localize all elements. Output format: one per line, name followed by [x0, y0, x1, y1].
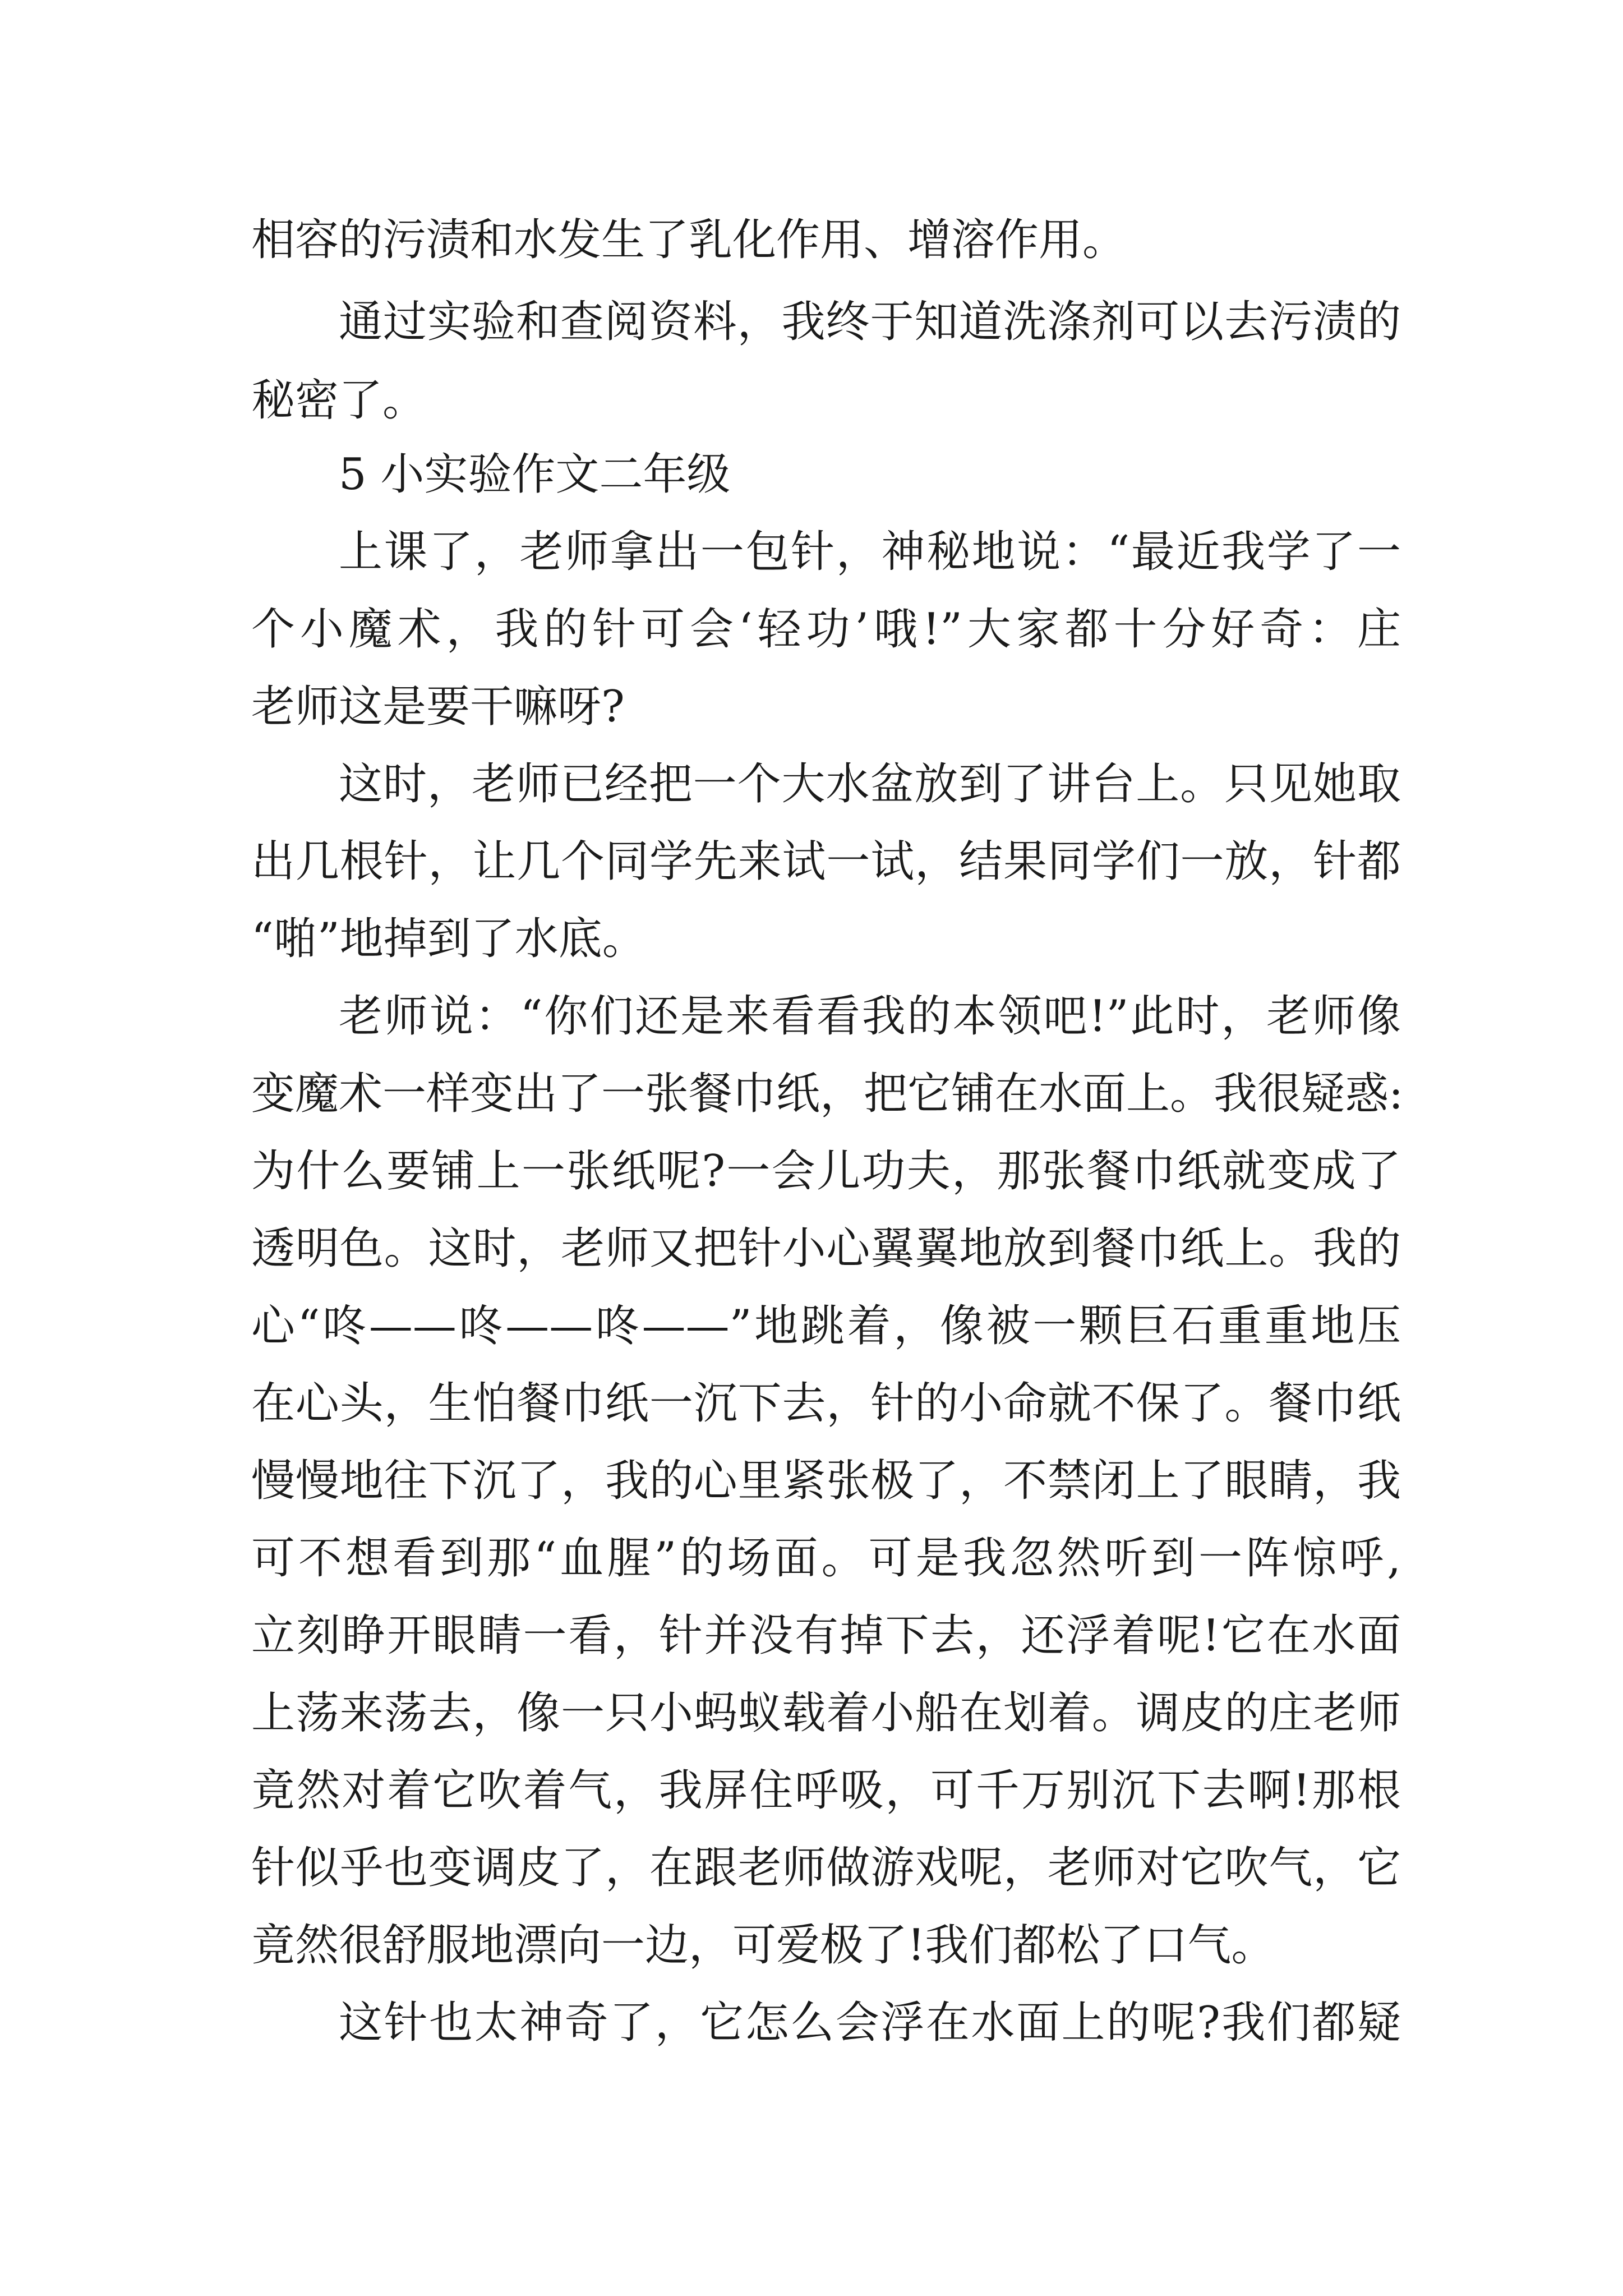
text-line: 相容的污渍和水发生了乳化作用、增溶作用。 — [251, 215, 1127, 265]
text-line: 变魔术一样变出了一张餐巾纸，把它铺在水面上。我很疑惑: — [251, 1069, 1404, 1119]
text-line: 立刻睁开眼睛一看，针并没有掉下去，还浮着呢!它在水面 — [251, 1611, 1401, 1661]
text-line: 透明色。这时，老师又把针小心翼翼地放到餐巾纸上。我的 — [251, 1223, 1401, 1274]
text-line: 心“咚——咚——咚——”地跳着，像被一颗巨石重重地压 — [251, 1301, 1401, 1351]
text-line: 针似乎也变调皮了，在跟老师做游戏呢，老师对它吹气，它 — [251, 1843, 1401, 1893]
paragraph-first-line: 这时，老师已经把一个大水盆放到了讲台上。只见她取 — [339, 759, 1401, 809]
text-line: 出几根针，让几个同学先来试一试，结果同学们一放，针都 — [251, 836, 1401, 887]
text-line: “啪”地掉到了水底。 — [251, 914, 646, 964]
paragraph-first-line: 这针也太神奇了，它怎么会浮在水面上的呢?我们都疑 — [339, 1998, 1401, 2048]
section-heading: 5 小实验作文二年级 — [339, 449, 731, 500]
text-line: 慢慢地往下沉了，我的心里紧张极了，不禁闭上了眼睛，我 — [251, 1456, 1401, 1506]
text-line: 竟然很舒服地漂向一边，可爱极了!我们都松了口气。 — [251, 1920, 1275, 1971]
text-line: 竟然对着它吹着气，我屏住呼吸，可千万别沉下去啊!那根 — [251, 1765, 1401, 1816]
text-line: 个小魔术，我的针可会‘轻功’哦!”大家都十分好奇：庄 — [251, 604, 1401, 655]
text-line: 在心头，生怕餐巾纸一沉下去，针的小命就不保了。餐巾纸 — [251, 1378, 1401, 1429]
text-line: 上荡来荡去，像一只小蚂蚁载着小船在划着。调皮的庄老师 — [251, 1688, 1401, 1738]
text-line: 为什么要铺上一张纸呢?一会儿功夫，那张餐巾纸就变成了 — [251, 1146, 1401, 1197]
paragraph-first-line: 通过实验和查阅资料，我终于知道洗涤剂可以去污渍的 — [339, 297, 1401, 347]
text-line: 秘密了。 — [251, 375, 427, 426]
text-line: 老师这是要干嘛呀? — [251, 682, 625, 732]
text-line: 可不想看到那“血腥”的场面。可是我忽然听到一阵惊呼, — [251, 1533, 1401, 1584]
paragraph-first-line: 上课了，老师拿出一包针，神秘地说：“最近我学了一 — [339, 527, 1401, 577]
paragraph-first-line: 老师说：“你们还是来看看我的本领吧!”此时，老师像 — [339, 991, 1401, 1042]
